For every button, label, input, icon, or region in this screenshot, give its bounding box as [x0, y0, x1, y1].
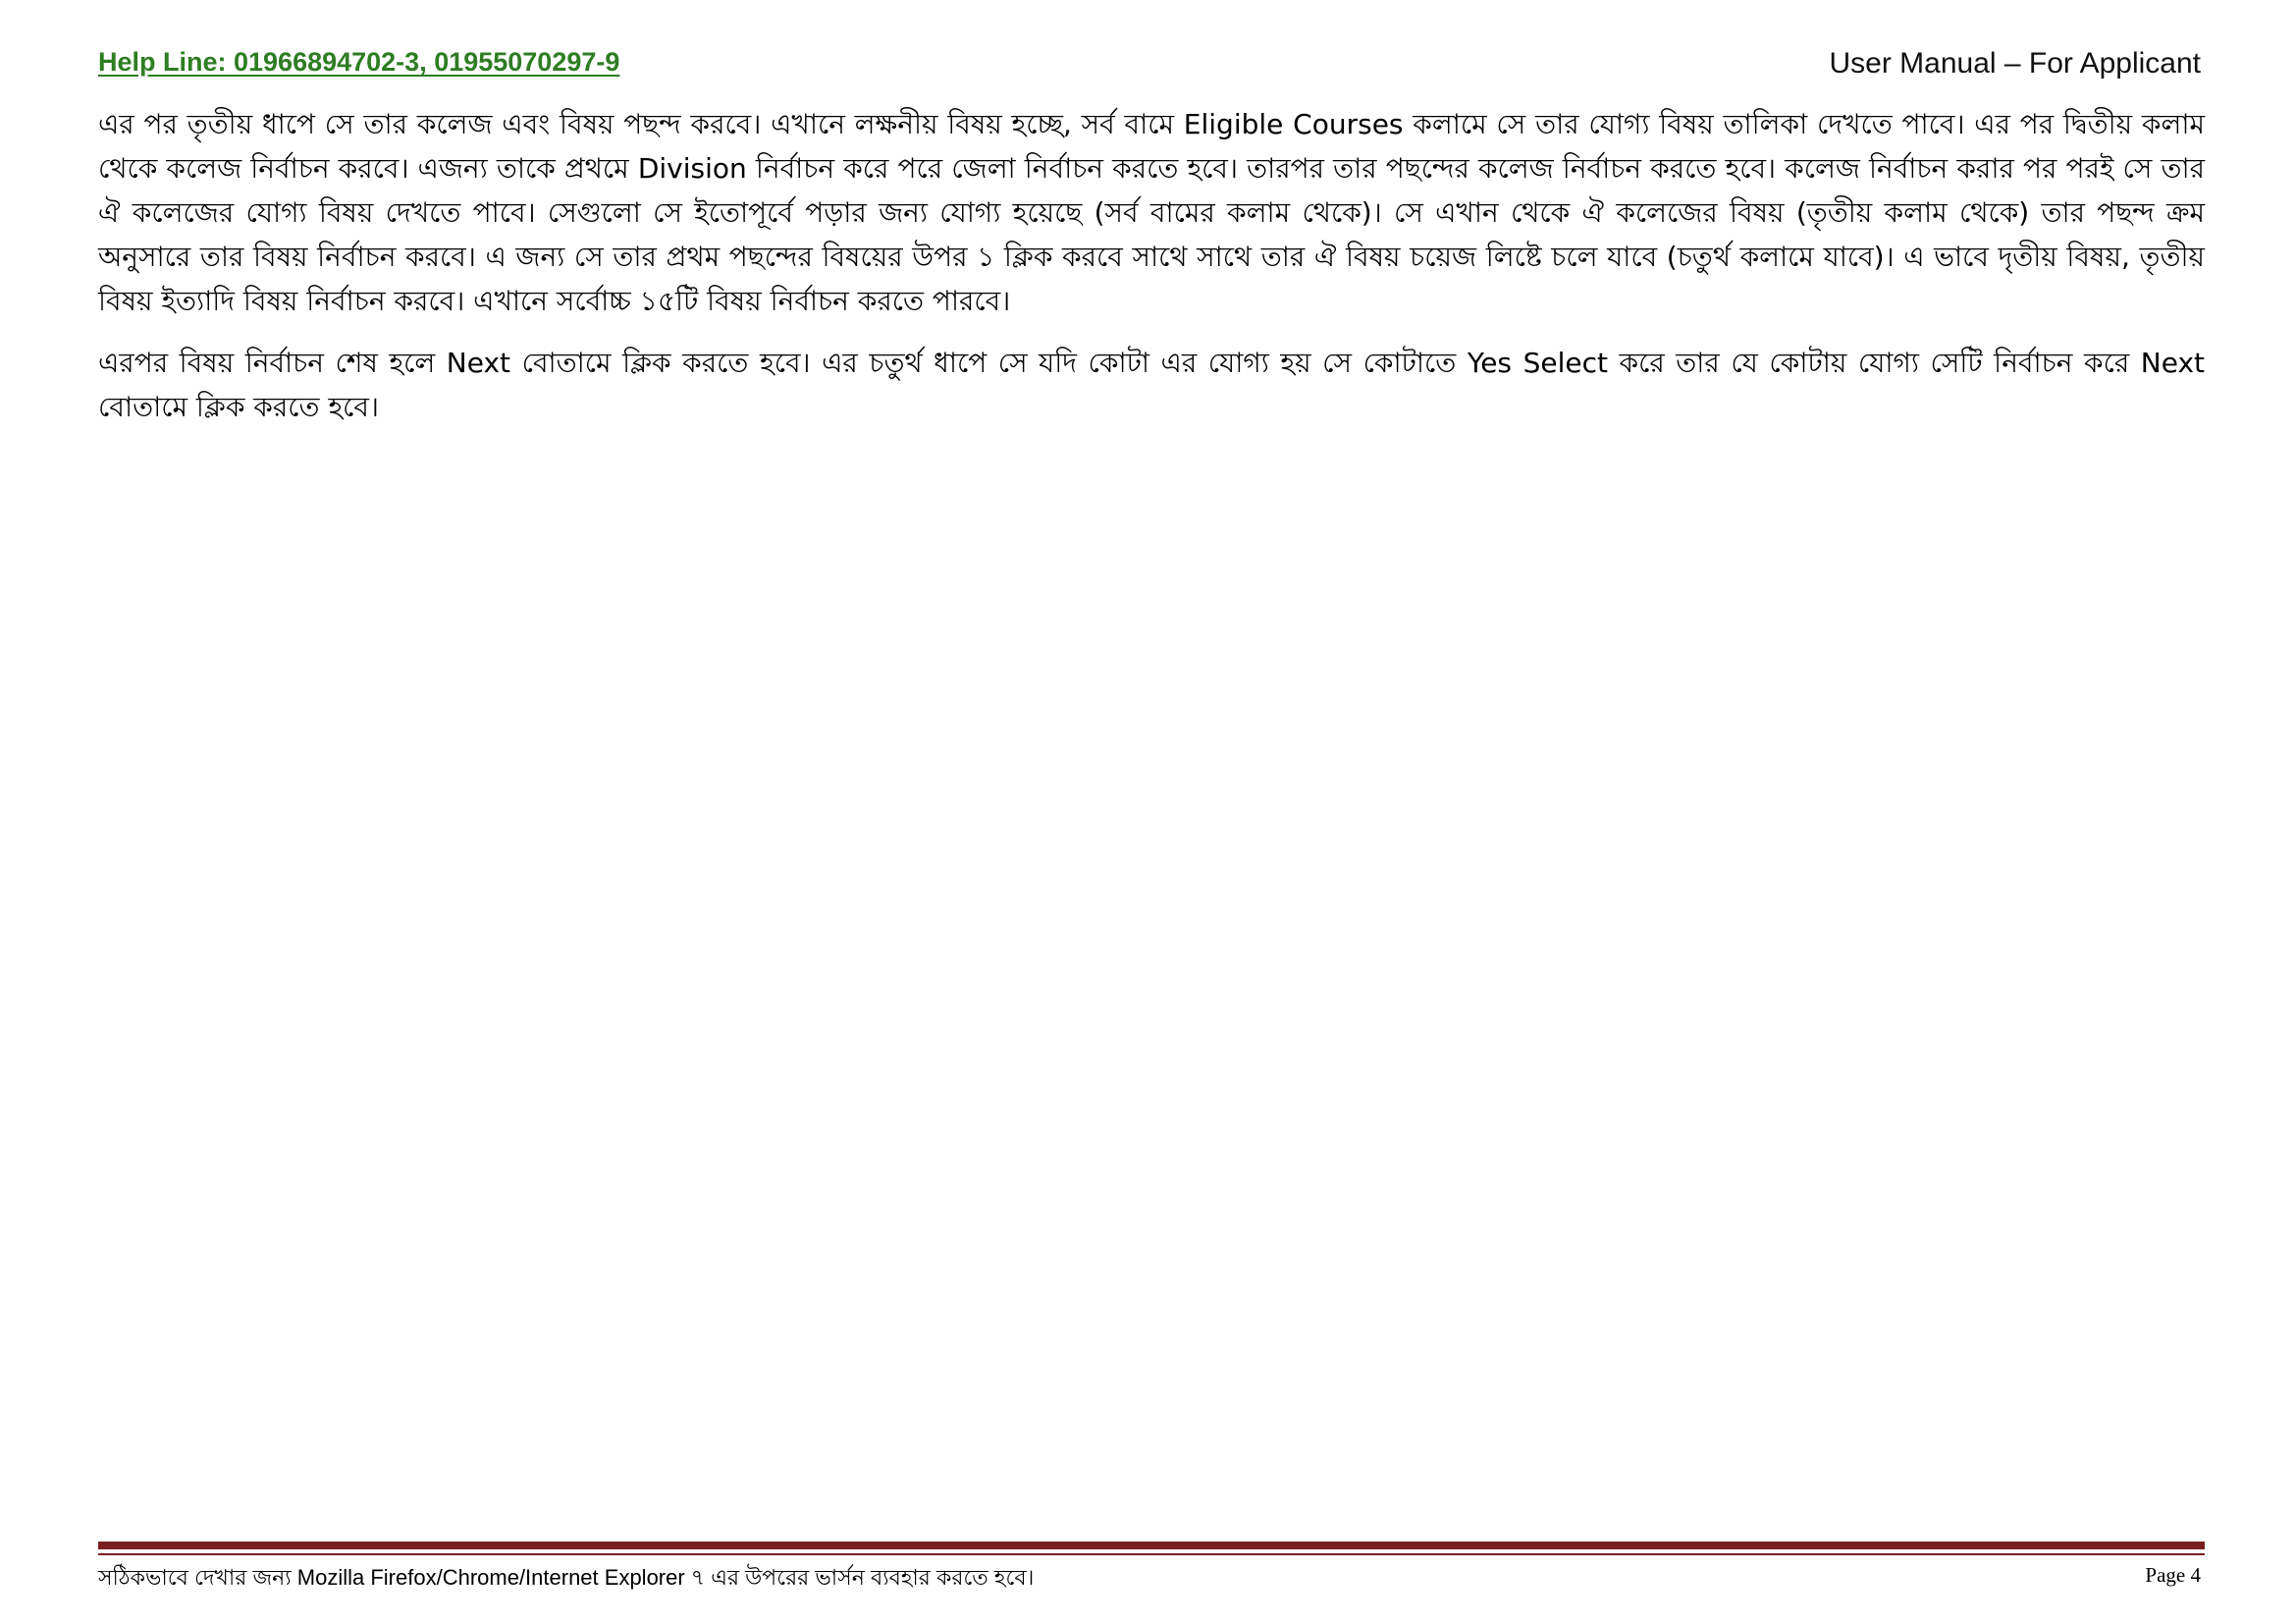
paragraph-quota-selection: এরপর বিষয় নির্বাচন শেষ হলে Next বোতামে ক্লিক করতে হবে। এর চতুর্থ ধাপে সে যদি কোটা এর যোগ্য হয় সে কোটাতে Yes Select করে তার যে কোটায় যোগ্য সেটি নির্বাচন করে Next বোতামে ক্লিক করতে হবে।	[98, 347, 2205, 423]
footer-divider-thin	[98, 1553, 2205, 1555]
manual-title: User Manual – For Applicant	[1829, 47, 2201, 80]
footer-browser-note: সঠিকভাবে দেখার জন্য Mozilla Firefox/Chrome/Internet Explorer ৭ এর উপরের ভার্সন ব্যবহার করতে হবে।	[98, 1565, 1035, 1590]
paragraph-college-subject-selection: এর পর তৃতীয় ধাপে সে তার কলেজ এবং বিষয় পছন্দ করবে। এখানে লক্ষনীয় বিষয় হচ্ছে, সর্ব বামে Eligible Courses কলামে সে তার যোগ্য বিষয় তালিকা দেখতে পাবে। এর পর দ্বিতীয় কলাম থেকে কলেজ নির্বাচন করবে। এজন্য তাকে প্রথমে Division নির্বাচন করে পরে জেলা নির্বাচন করতে হবে। তারপর তার পছন্দের কলেজ নির্বাচন করতে হবে। কলেজ নির্বাচন করার পর পরই সে তার ঐ কলেজের যোগ্য বিষয় দেখতে পাবে। সেগুলো সে ইতোপূর্বে পড়ার জন্য যোগ্য হয়েছে (সর্ব বামের কলাম থেকে)। সে এখান থেকে ঐ কলেজের বিষয় (তৃতীয় কলাম থেকে) তার পছন্দ ক্রম অনুসারে তার বিষয় নির্বাচন করবে। এ জন্য সে তার প্রথম পছন্দের বিষয়ের উপর ১ ক্লিক করবে সাথে সাথে তার ঐ বিষয় চয়েজ লিষ্টে চলে যাবে (চতুর্থ কলামে যাবে)। এ ভাবে দৃতীয় বিষয়, তৃতীয় বিষয় ইত্যাদি বিষয় নির্বাচন করবে। এখানে সর্বোচ্চ ১৫টি বিষয় নির্বাচন করতে পারবে।	[98, 108, 2205, 317]
document-page	[98, 0, 2205, 1624]
page-header	[98, 43, 2205, 86]
footer-divider	[98, 1542, 2205, 1549]
helpline-text: Help Line: 01966894702-3, 01955070297-9	[98, 47, 620, 77]
page-number: Page 4	[2145, 1563, 2201, 1587]
body-text	[98, 102, 2205, 447]
